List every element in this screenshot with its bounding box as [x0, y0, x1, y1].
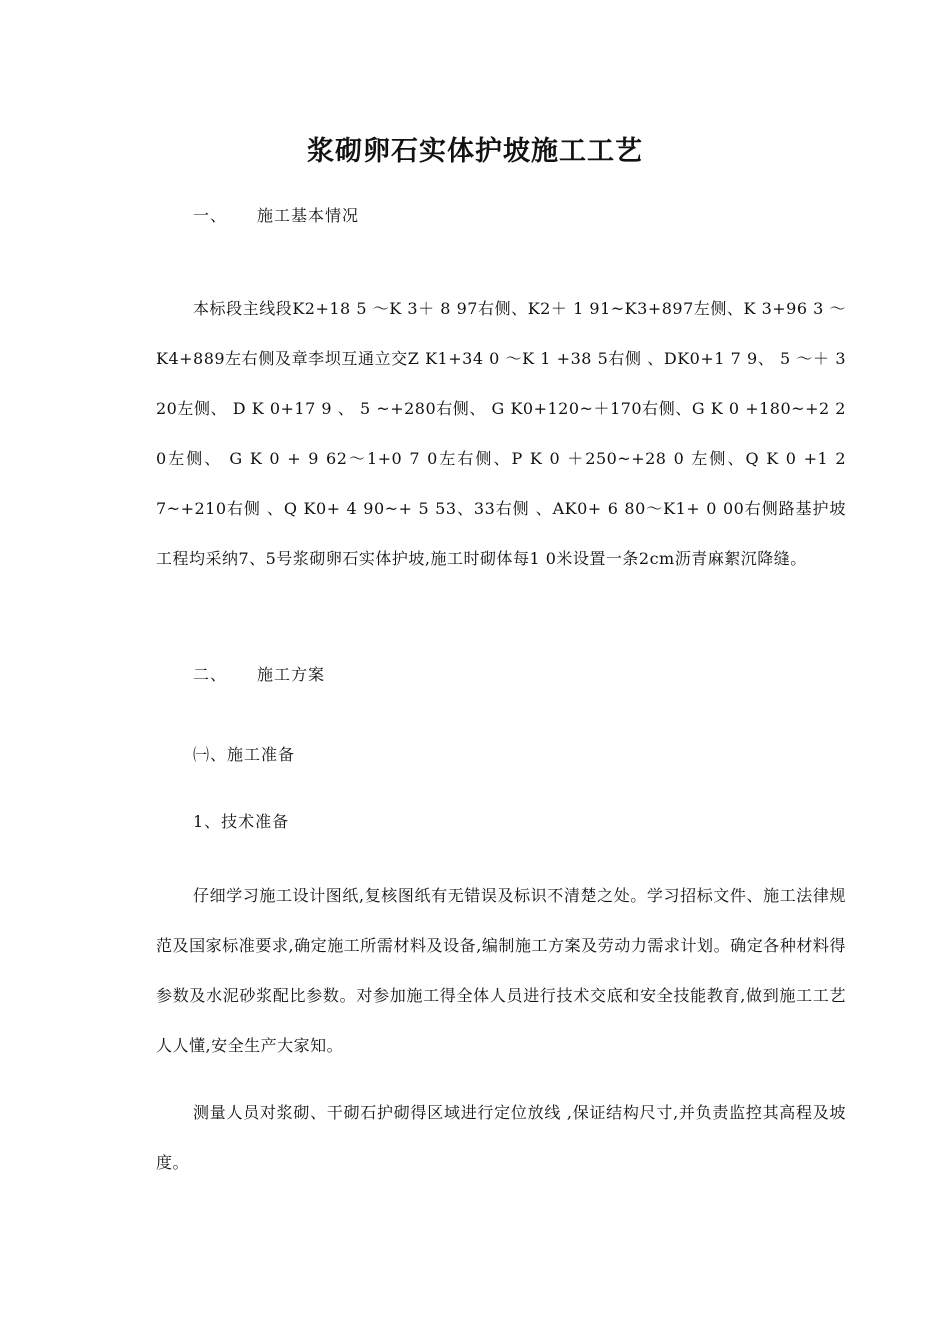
survey-paragraph: 测量人员对浆砌、干砌石护砌得区域进行定位放线 ,保证结构尺寸,并负责监控其高程及坡度。	[156, 1103, 846, 1172]
subheading-technical-preparation: 1、技术准备	[193, 812, 290, 831]
subheading-preparation: ㈠、施工准备	[193, 745, 296, 764]
section-heading-text: 施工方案	[257, 665, 326, 684]
technical-preparation-paragraph: 仔细学习施工设计图纸,复核图纸有无错误及标识不清楚之处。学习招标文件、施工法律规范及国家标准要求,确定施工所需材料及设备,编制施工方案及劳动力需求计划。确定各种材料得参数及水泥砂浆配比参数。对参加施工得全体人员进行技术交底和安全技能教育,做到施工工艺人人懂,安全生产大家知。	[156, 886, 846, 1055]
section-number: 二、	[193, 665, 228, 684]
section-number: 一、	[193, 206, 228, 225]
basic-info-paragraph: 本标段主线段K2+18 5 ～K 3＋ 8 97右侧、K2＋ 1 91~K3+897左侧、K 3+96 3 ～K4+889左右侧及章李坝互通立交Z K1+34 0 ～K 1 +38 5右侧 、DK0+1 7 9、 5 ～＋ 3 20左侧、 D K 0+17 9 、 5 ~+280右侧、 G K0+120~＋170右侧、G K 0 +180~+2 2 0左侧、 G K 0 + 9 62～1+0 7 0左右侧、P K 0 ＋250~+28 0 左侧、Q K 0 +1 2 7~+210右侧 、Q K0+ 4 90~+ 5 53、33右侧 、AK0+ 6 80～K1+ 0 00右侧路基护坡工程均采纳7、5号浆砌卵石实体护坡,施工时砌体每1 0米设置一条2cm沥青麻絮沉降缝。	[156, 299, 846, 568]
section-heading-basic-info	[193, 204, 359, 228]
section-heading-text: 施工基本情况	[257, 206, 360, 225]
document-title: 浆砌卵石实体护坡施工工艺	[307, 136, 643, 167]
section-heading-plan	[193, 663, 325, 687]
